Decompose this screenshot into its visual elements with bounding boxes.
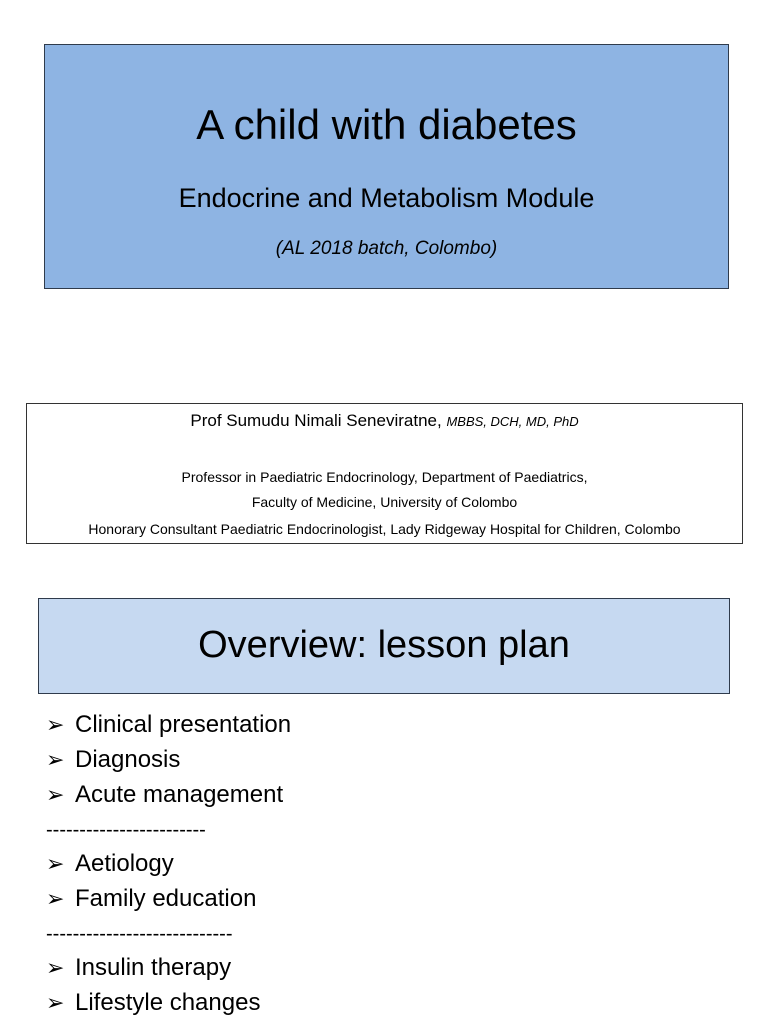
list-item: [46, 745, 180, 775]
slide-subtitle: Endocrine and Metabolism Module: [178, 183, 595, 213]
list-item-label: Clinical presentation: [75, 711, 292, 738]
overview-header-box: [38, 598, 730, 694]
title-slide-box: [44, 44, 729, 289]
list-item: [46, 780, 283, 810]
list-item: [46, 988, 260, 1018]
slide-title: A child with diabetes: [196, 101, 577, 148]
list-item: [46, 710, 291, 740]
affiliation-line-3: Honorary Consultant Paediatric Endocrinologist, Lady Ridgeway Hospital for Children, Colombo: [88, 521, 681, 537]
batch-label: (AL 2018 batch, Colombo): [275, 238, 498, 259]
list-item-label: Insulin therapy: [75, 954, 232, 981]
list-item-label: Family education: [75, 885, 257, 912]
list-item: [46, 953, 231, 983]
list-item-label: Diagnosis: [75, 746, 181, 773]
arrow-bullet-icon: ➢: [46, 782, 65, 807]
arrow-bullet-icon: ➢: [46, 851, 65, 876]
list-item: [46, 884, 256, 914]
separator-line: ------------------------: [46, 819, 206, 841]
affiliation-line-1: Professor in Paediatric Endocrinology, Department of Paediatrics,: [181, 469, 588, 485]
author-name: Prof Sumudu Nimali Seneviratne,: [190, 411, 442, 430]
arrow-bullet-icon: ➢: [46, 955, 65, 980]
overview-title: Overview: lesson plan: [198, 624, 570, 666]
list-item-label: Acute management: [75, 781, 284, 808]
affiliation-line-2: Faculty of Medicine, University of Colombo: [251, 494, 518, 510]
arrow-bullet-icon: ➢: [46, 747, 65, 772]
list-item: [46, 849, 174, 879]
arrow-bullet-icon: ➢: [46, 712, 65, 737]
separator-line: ----------------------------: [46, 923, 233, 945]
list-item-label: Aetiology: [75, 850, 174, 877]
author-line: [27, 410, 742, 433]
author-box: [26, 403, 743, 544]
list-item-label: Lifestyle changes: [75, 989, 261, 1016]
arrow-bullet-icon: ➢: [46, 990, 65, 1015]
author-qualifications: MBBS, DCH, MD, PhD: [446, 414, 579, 429]
arrow-bullet-icon: ➢: [46, 886, 65, 911]
